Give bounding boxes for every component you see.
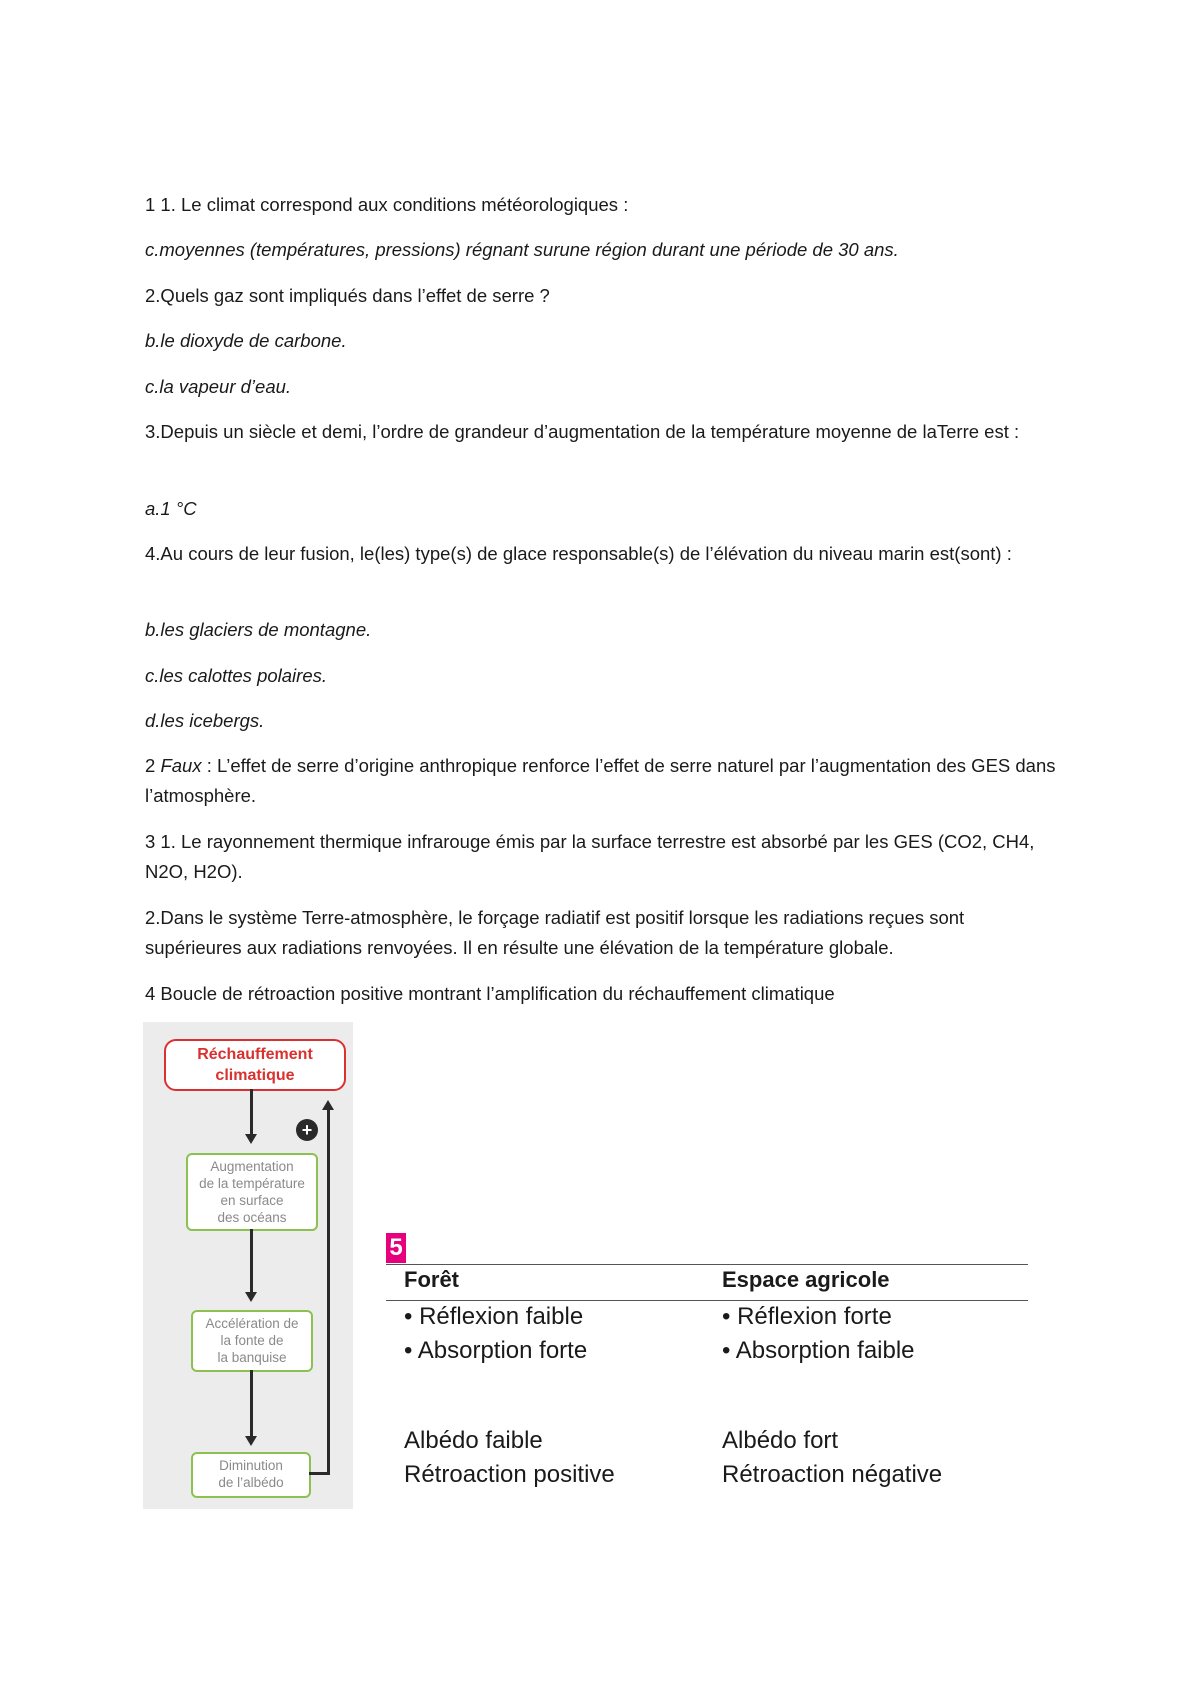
col-foret-summary bbox=[404, 1424, 615, 1492]
section2-number: 2 bbox=[145, 755, 156, 776]
arrow-2-head bbox=[245, 1292, 257, 1302]
arrow-1-head bbox=[245, 1134, 257, 1144]
col-agricole-items bbox=[722, 1300, 915, 1368]
arrow-1-shaft bbox=[250, 1089, 253, 1136]
box2-line3: la banquise bbox=[217, 1350, 287, 1365]
q2-answer-b: b.le dioxyde de carbone. bbox=[145, 330, 347, 351]
q3-answer: a.1 °C bbox=[145, 498, 197, 519]
section3-p2: 2.Dans le système Terre-atmosphère, le forçage radiatif est positif lorsque les radiations reçues sont supérieures aux radiations renvoyées. Il en résulte une élévation de la température globale. bbox=[145, 907, 965, 958]
section2-text: : L’effet de serre d’origine anthropique renforce l’effet de serre naturel par l’augmentation des GES dans l’atmosphère. bbox=[145, 755, 1056, 806]
foret-retroaction: Rétroaction positive bbox=[404, 1461, 615, 1488]
q4-answer-b: b.les glaciers de montagne. bbox=[145, 619, 372, 640]
box-rechauffement bbox=[164, 1039, 346, 1091]
agricole-item-1: • Réflexion forte bbox=[722, 1303, 892, 1330]
box-rechauffement-line2: climatique bbox=[215, 1067, 295, 1084]
col-foret-header: Forêt bbox=[404, 1267, 459, 1292]
q4-answer-d: d.les icebergs. bbox=[145, 710, 265, 731]
box-albedo bbox=[191, 1452, 311, 1498]
box1-line3: en surface bbox=[220, 1193, 284, 1208]
foret-item-2: • Absorption forte bbox=[404, 1337, 588, 1364]
plus-icon: + bbox=[296, 1119, 318, 1141]
q4-question: 4.Au cours de leur fusion, le(les) type(s) de glace responsable(s) de l’élévation du niveau marin est(sont) : bbox=[145, 543, 1012, 564]
q1-answer: c.moyennes (températures, pressions) régnant surune région durant une période de 30 ans. bbox=[145, 239, 899, 260]
arrow-2-shaft bbox=[250, 1229, 253, 1294]
box1-line1: Augmentation bbox=[210, 1159, 294, 1174]
q3-question: 3.Depuis un siècle et demi, l’ordre de grandeur d’augmentation de la température moyenne de laTerre est : bbox=[145, 421, 1020, 442]
box1-line4: des océans bbox=[217, 1210, 287, 1225]
arrow-3-shaft bbox=[250, 1370, 253, 1438]
section4-title: 4 Boucle de rétroaction positive montrant l’amplification du réchauffement climatique bbox=[145, 983, 835, 1004]
section3-p1: 3 1. Le rayonnement thermique infrarouge émis par la surface terrestre est absorbé par les GES (CO2, CH4, N2O, H2O). bbox=[145, 831, 1035, 882]
box-rechauffement-line1: Réchauffement bbox=[197, 1046, 313, 1063]
table-top-rule bbox=[386, 1264, 1028, 1265]
box3-line2: de l’albédo bbox=[218, 1475, 284, 1490]
col-agricole-summary bbox=[722, 1424, 942, 1492]
box3-line1: Diminution bbox=[219, 1458, 283, 1473]
q1-intro: 1 1. Le climat correspond aux conditions météorologiques : bbox=[145, 194, 629, 215]
box2-line1: Accélération de bbox=[205, 1316, 299, 1331]
return-arrow-shaft bbox=[327, 1110, 330, 1475]
col-foret-items bbox=[404, 1300, 587, 1368]
section2-paragraph bbox=[145, 751, 1065, 811]
agricole-item-2: • Absorption faible bbox=[722, 1337, 915, 1364]
q2-answer-c: c.la vapeur d’eau. bbox=[145, 376, 292, 397]
agricole-retroaction: Rétroaction négative bbox=[722, 1461, 943, 1488]
col-agricole-header: Espace agricole bbox=[722, 1267, 890, 1292]
foret-albedo: Albédo faible bbox=[404, 1427, 543, 1454]
return-arrow-head bbox=[322, 1100, 334, 1110]
foret-item-1: • Réflexion faible bbox=[404, 1303, 584, 1330]
section2-faux: Faux bbox=[160, 755, 202, 776]
feedback-loop-diagram bbox=[143, 1022, 353, 1509]
q2-question: 2.Quels gaz sont impliqués dans l’effet de serre ? bbox=[145, 285, 550, 306]
box1-line2: de la température bbox=[199, 1176, 305, 1191]
box-banquise bbox=[191, 1310, 313, 1372]
agricole-albedo: Albédo fort bbox=[722, 1427, 839, 1454]
q4-answer-c: c.les calottes polaires. bbox=[145, 665, 328, 686]
box-ocean-temperature bbox=[186, 1153, 318, 1231]
box2-line2: la fonte de bbox=[220, 1333, 284, 1348]
arrow-3-head bbox=[245, 1436, 257, 1446]
section5-badge: 5 bbox=[386, 1233, 406, 1263]
